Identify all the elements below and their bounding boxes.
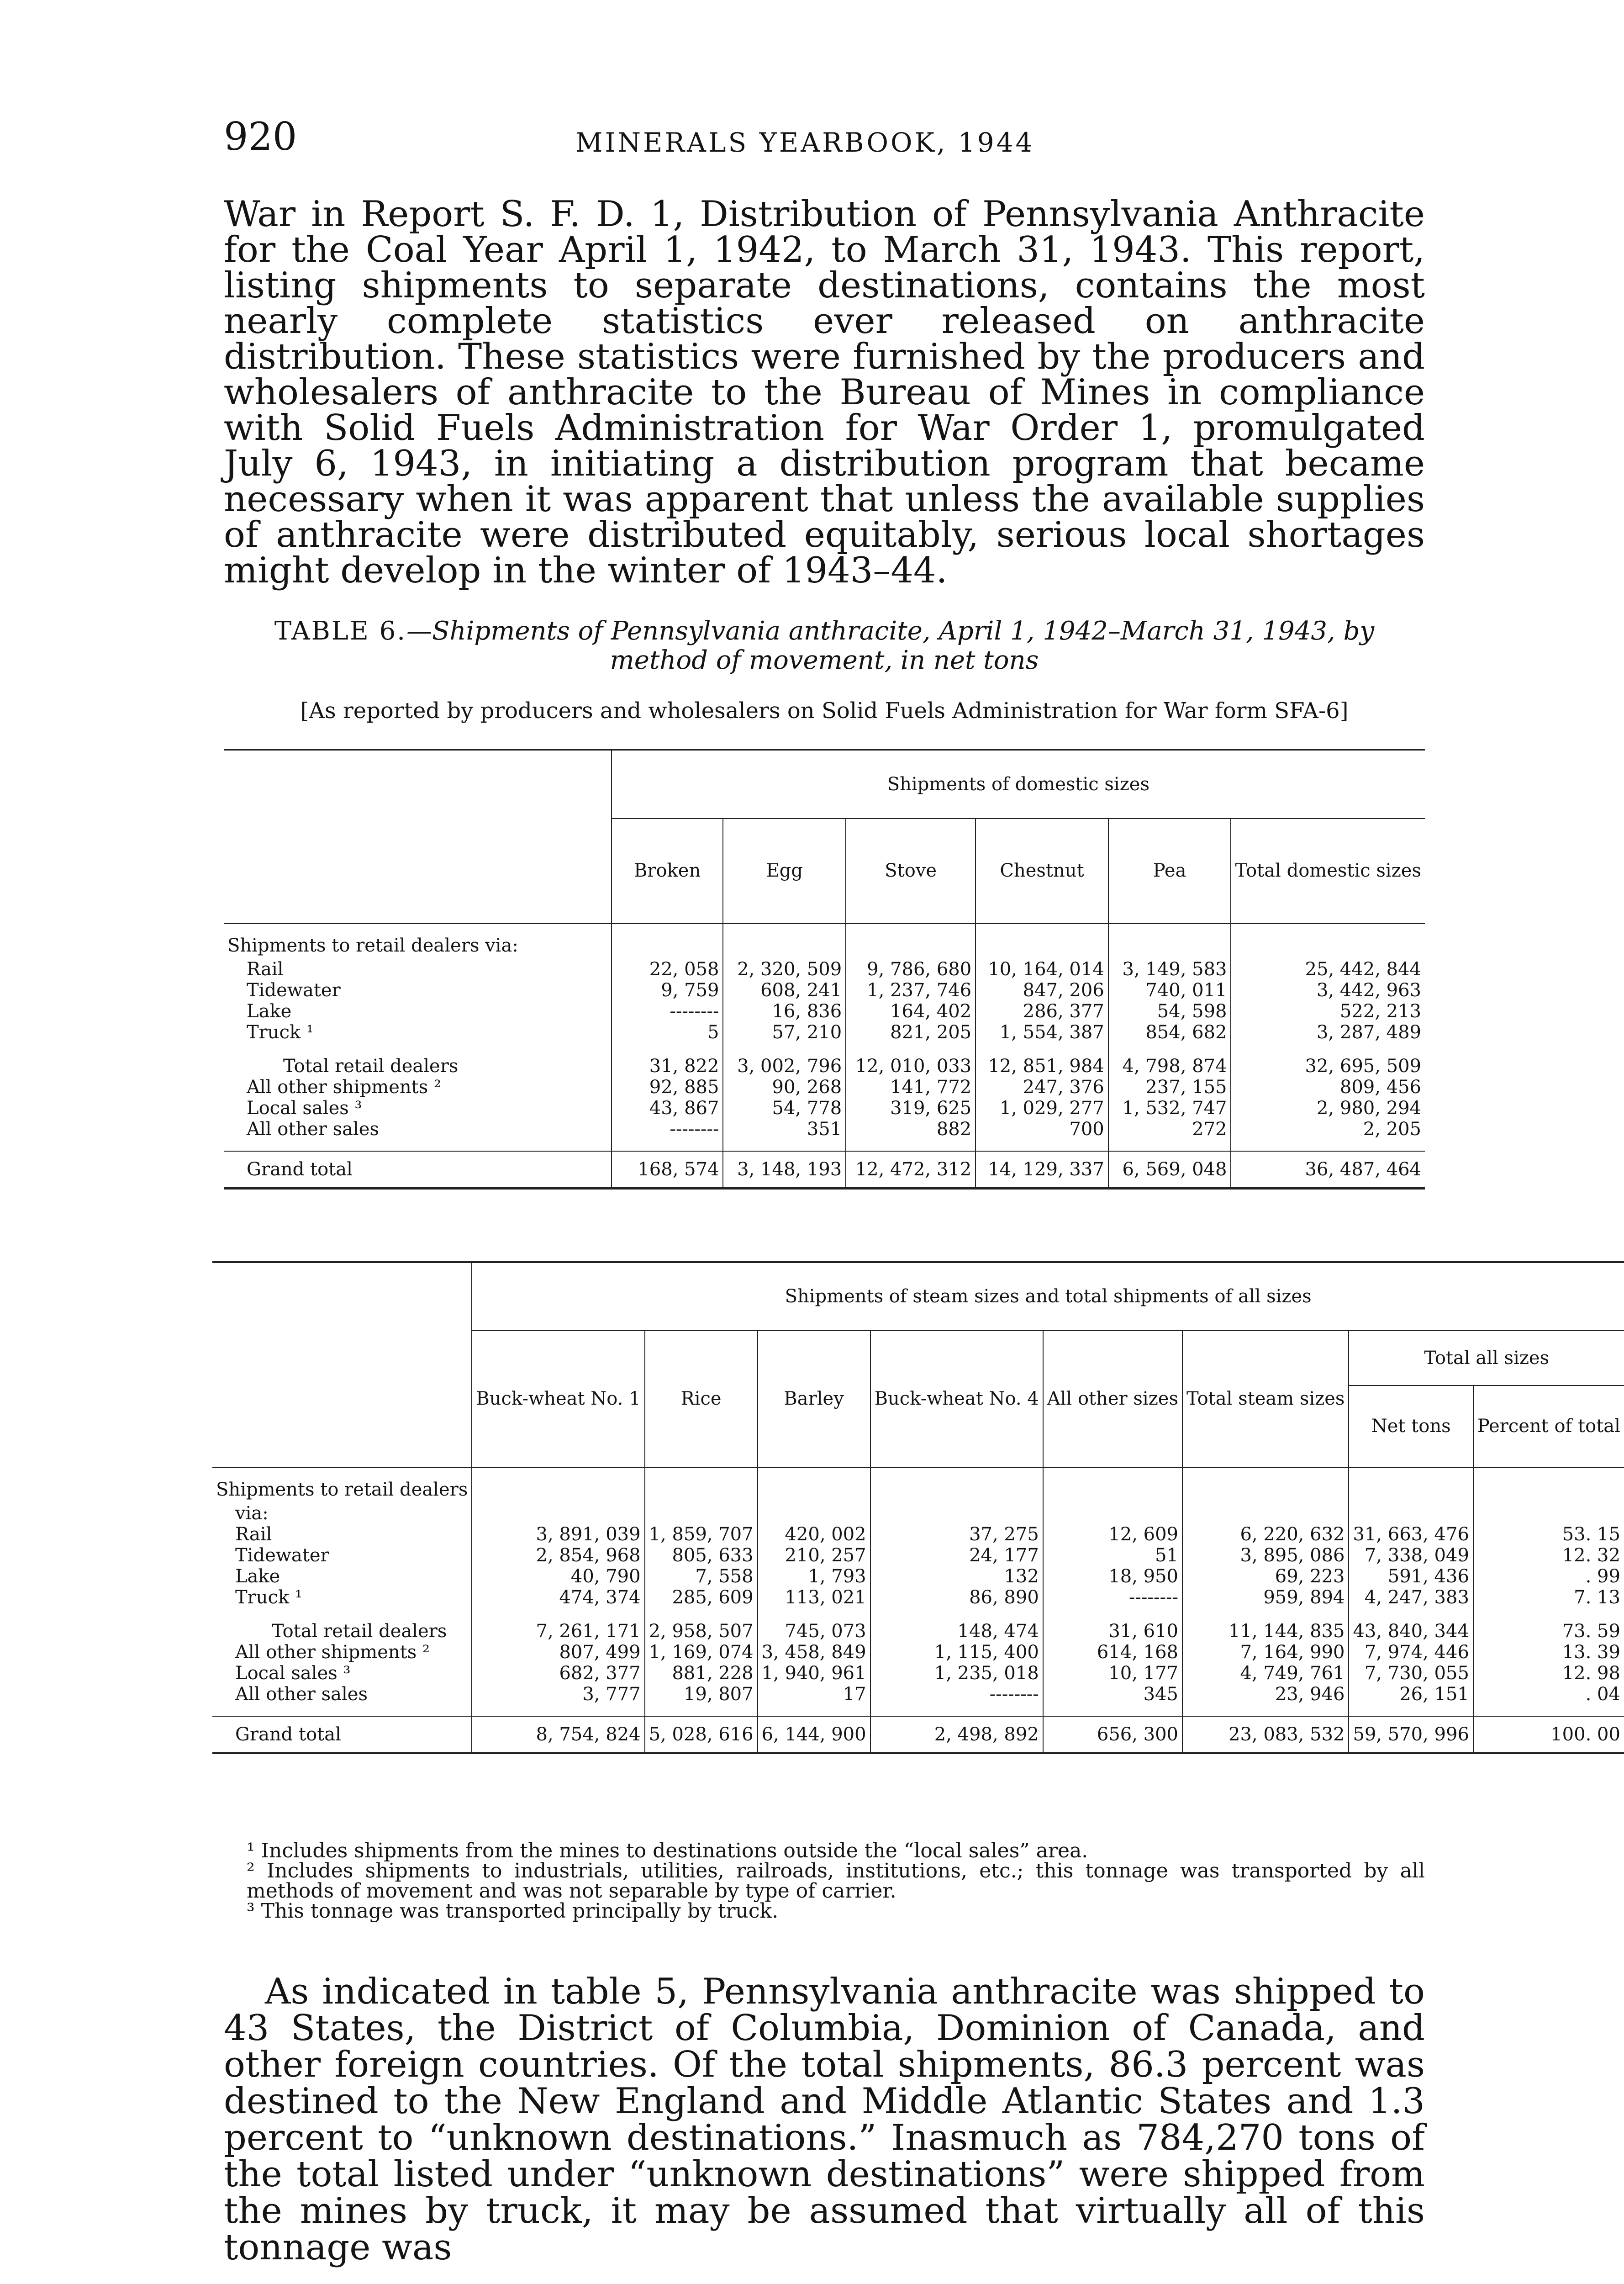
col-header: Net tons bbox=[1349, 1385, 1473, 1468]
cell: 854, 682 bbox=[1108, 1022, 1231, 1043]
table-title: —Shipments of Pennsylvania anthracite, April 1, 1942–March 31, 1943, by method of movement, in net tons bbox=[406, 616, 1375, 675]
cell: 3, 149, 583 bbox=[1108, 959, 1231, 980]
cell: 7, 730, 055 bbox=[1349, 1663, 1473, 1684]
row-label: Local sales ³ bbox=[235, 1663, 351, 1684]
cell: 12. 32 bbox=[1473, 1545, 1624, 1566]
cell: 5 bbox=[612, 1022, 723, 1043]
cell: 12, 851, 984 bbox=[975, 1054, 1108, 1077]
page-header bbox=[224, 114, 1425, 169]
row-label: All other sales bbox=[247, 1119, 379, 1140]
cell: -------- bbox=[1043, 1587, 1182, 1608]
retail-rows bbox=[212, 1524, 1624, 1608]
cell: 3, 895, 086 bbox=[1182, 1545, 1349, 1566]
cell: 7, 338, 049 bbox=[1349, 1545, 1473, 1566]
steam-sizes-table bbox=[212, 1261, 1624, 1754]
cell: 882 bbox=[846, 1119, 975, 1140]
cell: 2, 205 bbox=[1231, 1119, 1425, 1140]
grand-total-label: Grand total bbox=[224, 1151, 612, 1189]
cell: 3, 891, 039 bbox=[472, 1524, 644, 1545]
cell: 40, 790 bbox=[472, 1566, 644, 1587]
cell: 13. 39 bbox=[1473, 1642, 1624, 1663]
table-source-note: [As reported by producers and wholesalers on Solid Fuels Administration for War form SFA-6] bbox=[300, 698, 1349, 724]
running-title: MINERALS YEARBOOK, 1944 bbox=[575, 127, 1035, 158]
cell: 26, 151 bbox=[1349, 1684, 1473, 1705]
grand-total-row bbox=[212, 1716, 1624, 1753]
cell: 31, 822 bbox=[612, 1054, 723, 1077]
cell: 16, 836 bbox=[723, 1001, 846, 1022]
col-header: Percent of total bbox=[1473, 1385, 1624, 1468]
cell: 210, 257 bbox=[758, 1545, 870, 1566]
cell: -------- bbox=[612, 1119, 723, 1140]
row-label: Lake bbox=[247, 1001, 292, 1022]
cell: 23, 083, 532 bbox=[1182, 1716, 1349, 1753]
cell: 3, 148, 193 bbox=[723, 1151, 846, 1189]
footnotes bbox=[215, 1841, 1425, 1921]
page-number: 920 bbox=[224, 114, 297, 159]
cell: 682, 377 bbox=[472, 1663, 644, 1684]
cell: 1, 115, 400 bbox=[870, 1642, 1043, 1663]
cell: 4, 798, 874 bbox=[1108, 1054, 1231, 1077]
cell: 7, 558 bbox=[645, 1566, 758, 1587]
cell: 4, 749, 761 bbox=[1182, 1663, 1349, 1684]
section-label: Shipments to retail dealers bbox=[216, 1479, 468, 1500]
cell: 90, 268 bbox=[723, 1077, 846, 1098]
cell: 805, 633 bbox=[645, 1545, 758, 1566]
cell: 700 bbox=[975, 1119, 1108, 1140]
cell: 656, 300 bbox=[1043, 1716, 1182, 1753]
cell: 132 bbox=[870, 1566, 1043, 1587]
cell: 37, 275 bbox=[870, 1524, 1043, 1545]
cell: 1, 554, 387 bbox=[975, 1022, 1108, 1043]
cell: 351 bbox=[723, 1119, 846, 1140]
cell: 614, 168 bbox=[1043, 1642, 1182, 1663]
table-row bbox=[224, 1098, 1425, 1119]
col-header: All other sizes bbox=[1043, 1331, 1182, 1468]
cell: . 04 bbox=[1473, 1684, 1624, 1705]
cell: 7, 164, 990 bbox=[1182, 1642, 1349, 1663]
cell: . 99 bbox=[1473, 1566, 1624, 1587]
domestic-sizes-table bbox=[224, 749, 1425, 1190]
cell: 247, 376 bbox=[975, 1077, 1108, 1098]
cell: 4, 247, 383 bbox=[1349, 1587, 1473, 1608]
cell: 51 bbox=[1043, 1545, 1182, 1566]
cell: 10, 177 bbox=[1043, 1663, 1182, 1684]
table-row bbox=[212, 1619, 1624, 1642]
cell: 164, 402 bbox=[846, 1001, 975, 1022]
row-label: Tidewater bbox=[235, 1545, 329, 1566]
row-label: Total retail dealers bbox=[272, 1621, 447, 1642]
cell: -------- bbox=[612, 1001, 723, 1022]
cell: 7, 974, 446 bbox=[1349, 1642, 1473, 1663]
table-row bbox=[212, 1524, 1624, 1545]
other-rows bbox=[224, 1054, 1425, 1140]
cell: 740, 011 bbox=[1108, 980, 1231, 1001]
cell: 36, 487, 464 bbox=[1231, 1151, 1425, 1189]
table-row bbox=[224, 1054, 1425, 1077]
cell: 18, 950 bbox=[1043, 1566, 1182, 1587]
row-label: All other shipments ² bbox=[235, 1642, 430, 1663]
cell: 809, 456 bbox=[1231, 1077, 1425, 1098]
col-header: Rice bbox=[645, 1331, 758, 1468]
col-header: Buck-wheat No. 4 bbox=[870, 1331, 1043, 1468]
table-row bbox=[212, 1684, 1624, 1705]
cell: 10, 164, 014 bbox=[975, 959, 1108, 980]
cell: 6, 569, 048 bbox=[1108, 1151, 1231, 1189]
cell: 25, 442, 844 bbox=[1231, 959, 1425, 980]
cell: 2, 980, 294 bbox=[1231, 1098, 1425, 1119]
cell: 345 bbox=[1043, 1684, 1182, 1705]
cell: 319, 625 bbox=[846, 1098, 975, 1119]
cell: 57, 210 bbox=[723, 1022, 846, 1043]
row-label: Truck ¹ bbox=[235, 1587, 302, 1608]
cell: 12, 609 bbox=[1043, 1524, 1182, 1545]
cell: 43, 840, 344 bbox=[1349, 1619, 1473, 1642]
table-row bbox=[212, 1566, 1624, 1587]
section-label-continued: via: bbox=[235, 1503, 269, 1524]
cell: 12. 98 bbox=[1473, 1663, 1624, 1684]
row-label: All other shipments ² bbox=[247, 1077, 442, 1098]
cell: 745, 073 bbox=[758, 1619, 870, 1642]
cell: 821, 205 bbox=[846, 1022, 975, 1043]
section-label: Shipments to retail dealers via: bbox=[227, 935, 518, 956]
cell: 1, 793 bbox=[758, 1566, 870, 1587]
table-row bbox=[224, 1119, 1425, 1140]
table-row bbox=[224, 959, 1425, 980]
cell: 1, 237, 746 bbox=[846, 980, 975, 1001]
col-header: Broken bbox=[612, 819, 723, 924]
cell: 6, 144, 900 bbox=[758, 1716, 870, 1753]
cell: 9, 759 bbox=[612, 980, 723, 1001]
cell: 285, 609 bbox=[645, 1587, 758, 1608]
cell: 11, 144, 835 bbox=[1182, 1619, 1349, 1642]
cell: 22, 058 bbox=[612, 959, 723, 980]
row-label: Local sales ³ bbox=[247, 1098, 362, 1119]
cell: 113, 021 bbox=[758, 1587, 870, 1608]
cell: 43, 867 bbox=[612, 1098, 723, 1119]
cell: 2, 498, 892 bbox=[870, 1716, 1043, 1753]
cell: 148, 474 bbox=[870, 1619, 1043, 1642]
table-row bbox=[212, 1587, 1624, 1608]
cell: 1, 235, 018 bbox=[870, 1663, 1043, 1684]
table-row bbox=[212, 1545, 1624, 1566]
col-header: Buck-wheat No. 1 bbox=[472, 1331, 644, 1468]
cell: 17 bbox=[758, 1684, 870, 1705]
row-label: All other sales bbox=[235, 1684, 368, 1705]
col-header: Stove bbox=[846, 819, 975, 924]
cell: 7. 13 bbox=[1473, 1587, 1624, 1608]
row-label: Lake bbox=[235, 1566, 280, 1587]
cell: 3, 002, 796 bbox=[723, 1054, 846, 1077]
footnote-3: ³ This tonnage was transported principally by truck. bbox=[247, 1899, 779, 1923]
table-row bbox=[224, 1001, 1425, 1022]
cell: 881, 228 bbox=[645, 1663, 758, 1684]
table-row bbox=[224, 1022, 1425, 1043]
cell: 1, 029, 277 bbox=[975, 1098, 1108, 1119]
cell: 86, 890 bbox=[870, 1587, 1043, 1608]
other-rows bbox=[212, 1619, 1624, 1705]
cell: 19, 807 bbox=[645, 1684, 758, 1705]
cell: 6, 220, 632 bbox=[1182, 1524, 1349, 1545]
cell: 522, 213 bbox=[1231, 1001, 1425, 1022]
table-number: TABLE 6. bbox=[274, 616, 407, 646]
cell: 12, 472, 312 bbox=[846, 1151, 975, 1189]
steam-group-header: Shipments of steam sizes and total shipments of all sizes bbox=[472, 1262, 1624, 1331]
cell: 23, 946 bbox=[1182, 1684, 1349, 1705]
cell: 7, 261, 171 bbox=[472, 1619, 644, 1642]
domestic-group-header: Shipments of domestic sizes bbox=[612, 750, 1425, 819]
cell: 14, 129, 337 bbox=[975, 1151, 1108, 1189]
cell: 141, 772 bbox=[846, 1077, 975, 1098]
cell: 3, 777 bbox=[472, 1684, 644, 1705]
cell: 8, 754, 824 bbox=[472, 1716, 644, 1753]
cell: 100. 00 bbox=[1473, 1716, 1624, 1753]
col-header: Chestnut bbox=[975, 819, 1108, 924]
cell: 24, 177 bbox=[870, 1545, 1043, 1566]
cell: 959, 894 bbox=[1182, 1587, 1349, 1608]
cell: 237, 155 bbox=[1108, 1077, 1231, 1098]
cell: 32, 695, 509 bbox=[1231, 1054, 1425, 1077]
cell: 73. 59 bbox=[1473, 1619, 1624, 1642]
table-row bbox=[224, 1077, 1425, 1098]
cell: 168, 574 bbox=[612, 1151, 723, 1189]
cell: 591, 436 bbox=[1349, 1566, 1473, 1587]
cell: 272 bbox=[1108, 1119, 1231, 1140]
cell: 69, 223 bbox=[1182, 1566, 1349, 1587]
stub-header bbox=[224, 750, 612, 924]
cell: 53. 15 bbox=[1473, 1524, 1624, 1545]
cell: 1, 940, 961 bbox=[758, 1663, 870, 1684]
cell: 1, 169, 074 bbox=[645, 1642, 758, 1663]
cell: 1, 859, 707 bbox=[645, 1524, 758, 1545]
cell: 2, 854, 968 bbox=[472, 1545, 644, 1566]
cell: 1, 532, 747 bbox=[1108, 1098, 1231, 1119]
cell: 286, 377 bbox=[975, 1001, 1108, 1022]
intro-paragraph: War in Report S. F. D. 1, Distribution of Pennsylvania Anthracite for the Coal Year April 1, 1942, to March 31, 1943. This report, listing shipments to separate destinations, contains the most nearly complete statistics ever released on anthracite distribution. These statistics were furnished by the producers and wholesalers of anthracite to the Bureau of Mines in compliance with Solid Fuels Administration for War Order 1, promulgated July 6, 1943, in initiating a distribution program that became necessary when it was apparent that unless the available supplies of anthracite were distributed equitably, serious local shortages might develop in the winter of 1943–44. bbox=[224, 194, 1425, 591]
cell: -------- bbox=[870, 1684, 1043, 1705]
cell: 92, 885 bbox=[612, 1077, 723, 1098]
grand-total-row bbox=[224, 1151, 1425, 1189]
grand-total-label: Grand total bbox=[212, 1716, 472, 1753]
stub-header bbox=[212, 1262, 472, 1468]
total-all-sizes-header: Total all sizes bbox=[1349, 1331, 1624, 1385]
cell: 59, 570, 996 bbox=[1349, 1716, 1473, 1753]
table-row bbox=[212, 1642, 1624, 1663]
row-label: Total retail dealers bbox=[283, 1056, 459, 1077]
cell: 3, 287, 489 bbox=[1231, 1022, 1425, 1043]
row-label: Tidewater bbox=[247, 980, 341, 1001]
table-row bbox=[212, 1663, 1624, 1684]
retail-rows bbox=[224, 959, 1425, 1043]
col-header: Total steam sizes bbox=[1182, 1331, 1349, 1468]
closing-paragraph: As indicated in table 5, Pennsylvania anthracite was shipped to 43 States, the District of Columbia, Dominion of Canada, and other foreign countries. Of the total shipments, 86.3 percent was destined to the New England and Middle Atlantic States and 1.3 percent to “unknown destinations.” Inasmuch as 784,270 tons of the total listed under “unknown destinations” were shipped from the mines by truck, it may be assumed that virtually all of this tonnage was bbox=[224, 1971, 1425, 2268]
col-header: Pea bbox=[1108, 819, 1231, 924]
cell: 420, 002 bbox=[758, 1524, 870, 1545]
cell: 12, 010, 033 bbox=[846, 1054, 975, 1077]
col-header: Barley bbox=[758, 1331, 870, 1468]
cell: 608, 241 bbox=[723, 980, 846, 1001]
footnote-1: ¹ Includes shipments from the mines to destinations outside the “local sales” area. bbox=[247, 1839, 1088, 1862]
cell: 9, 786, 680 bbox=[846, 959, 975, 980]
cell: 474, 374 bbox=[472, 1587, 644, 1608]
cell: 54, 778 bbox=[723, 1098, 846, 1119]
cell: 5, 028, 616 bbox=[645, 1716, 758, 1753]
cell: 807, 499 bbox=[472, 1642, 644, 1663]
footnote-2: ² Includes shipments to industrials, utilities, railroads, institutions, etc.; this tonnage was transported by all methods of movement and was not separable by type of carrier. bbox=[247, 1859, 1425, 1903]
row-label: Truck ¹ bbox=[247, 1022, 314, 1043]
table-row bbox=[224, 980, 1425, 1001]
cell: 3, 442, 963 bbox=[1231, 980, 1425, 1001]
col-header: Total domestic sizes bbox=[1231, 819, 1425, 924]
cell: 31, 663, 476 bbox=[1349, 1524, 1473, 1545]
row-label: Rail bbox=[235, 1524, 272, 1545]
col-header: Egg bbox=[723, 819, 846, 924]
cell: 2, 320, 509 bbox=[723, 959, 846, 980]
table-caption bbox=[224, 617, 1425, 675]
cell: 54, 598 bbox=[1108, 1001, 1231, 1022]
cell: 2, 958, 507 bbox=[645, 1619, 758, 1642]
row-label: Rail bbox=[247, 959, 284, 980]
cell: 847, 206 bbox=[975, 980, 1108, 1001]
cell: 31, 610 bbox=[1043, 1619, 1182, 1642]
cell: 3, 458, 849 bbox=[758, 1642, 870, 1663]
